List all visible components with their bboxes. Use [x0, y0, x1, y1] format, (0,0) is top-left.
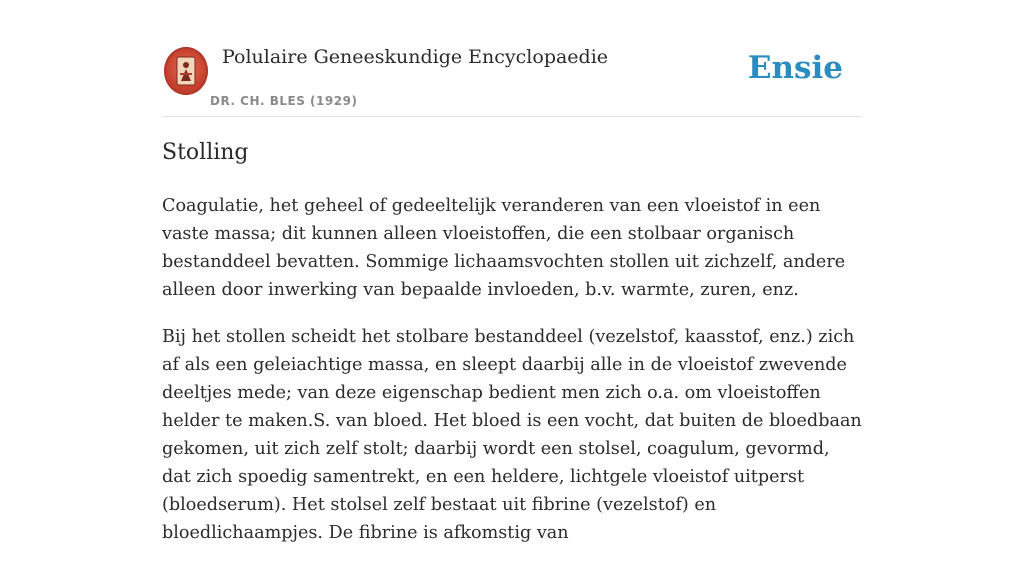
article-title: Stolling: [162, 140, 249, 165]
paragraph: Coagulatie, het geheel of gedeeltelijk veranderen van een vloeistof in een vaste massa; dit kunnen alleen vloeistoffen, die een stolbaar organisch bestanddeel bevatten. Sommige lichaamsvochten stollen uit zichzelf, andere alleen door inwerking van bepaalde invloeden, b.v. warmte, zuren, enz.: [162, 196, 846, 300]
header: [162, 40, 862, 117]
book-author: DR. CH. BLES (1929): [210, 94, 358, 108]
article-body: [162, 192, 862, 566]
brand-logo[interactable]: Ensie: [747, 50, 843, 86]
paragraph: Bij het stollen scheidt het stolbare bestanddeel (vezelstof, kaasstof, enz.) zich af als een geleiachtige massa, en sleept daarbij alle in de vloeistof zwevende deeltjes mede; van deze eigenschap bedient men zich o.a. om vloeistoffen helder te maken.S. van bloed. Het bloed is een vocht, dat buiten de bloedbaan gekomen, uit zich zelf stolt; daarbij wordt een stolsel, coagulum, gevormd, dat zich spoedig samentrekt, en een heldere, lichtgele vloeistof uitperst (bloedserum). Het stolsel zelf bestaat uit fibrine (vezelstof) en bloedlichaampjes. De fibrine is afkomstig van: [162, 327, 862, 543]
book-title[interactable]: Polulaire Geneeskundige Encyclopaedie: [222, 46, 609, 68]
book-cover-icon[interactable]: [164, 47, 208, 95]
